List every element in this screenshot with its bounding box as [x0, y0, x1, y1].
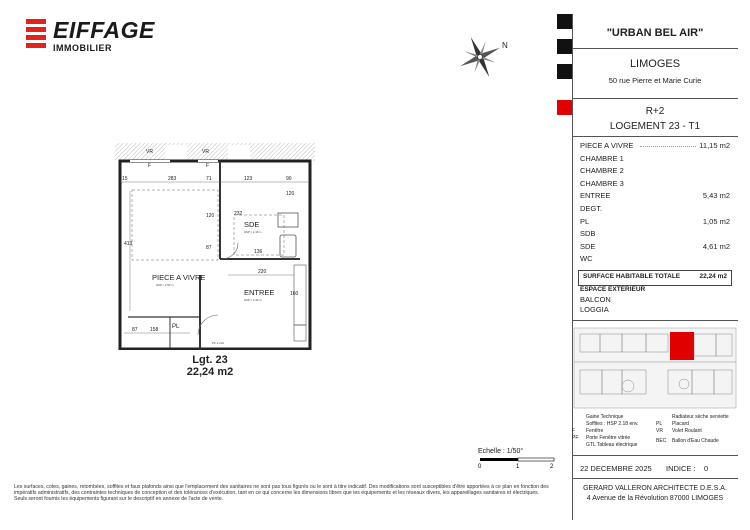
compass-rose-icon — [456, 30, 512, 82]
brand-name: EIFFAGE — [53, 17, 155, 43]
index-value: 0 — [704, 464, 709, 473]
legend-soffites: Soffites : HSP 2.18 env. — [586, 421, 639, 427]
legend-fenetre: Fenêtre — [586, 428, 604, 434]
room-row — [580, 241, 730, 254]
legend-porte-fenetre: Porte Fenêtre vitrée — [586, 435, 631, 441]
room-row — [580, 165, 730, 178]
disclaimer-line: Les surfaces, cotes, gaines, retombées, soffites et faux plafonds ainsi que l'emplacement des sanitaires ne sont pas tous figurés ou le sont à titre indicatif. Des modifications sont susceptibles d'être apportées à ce plan en fonction des — [14, 484, 549, 490]
lot-title: LOGEMENT 23 - T1 — [609, 121, 701, 132]
room-row — [580, 190, 730, 203]
label-sde: SDE — [244, 220, 260, 229]
room-row — [580, 140, 730, 153]
room-area: 4,61 m2 — [702, 241, 730, 251]
legend-gtl: GTL Tableau électrique — [586, 442, 638, 448]
dim-136: 136 — [254, 249, 263, 255]
vr-label-2: VR — [202, 149, 209, 155]
dim-90: 90 — [286, 176, 292, 182]
label-sde-hsp: HSP = 2,18 m — [244, 230, 262, 234]
dim-220: 220 — [258, 269, 267, 275]
room-row — [580, 178, 730, 191]
legend-radiateur: Radiateur sèche serviette — [672, 414, 729, 420]
scale-tick-1: 1 — [516, 464, 520, 470]
disclaimer-line: Seuls seront fournis les équipements figurant sur le descriptif en annexe de l'acte de vente. — [14, 496, 224, 503]
legend-ballon: Ballon d'Eau Chaude — [672, 438, 719, 444]
legend-f-code: F — [572, 428, 576, 434]
room-row — [580, 203, 730, 216]
exterior-title: ESPACE EXTERIEUR — [580, 286, 646, 293]
label-pl: PL — [172, 324, 180, 330]
highlighted-lot — [670, 332, 694, 360]
room-name: SDB — [580, 229, 596, 239]
legend-vr-code: VR — [656, 428, 663, 434]
room-row — [580, 216, 730, 229]
label-piece-a-vivre: PIECE A VIVRE — [152, 273, 206, 282]
room-row — [580, 228, 730, 241]
eiffage-logo-icon — [22, 16, 52, 56]
dim-120: 120 — [206, 213, 215, 219]
scale-tick-2: 2 — [550, 464, 554, 470]
dim-120b: 120 — [286, 191, 295, 197]
label-entree-hsp: HSP = 2,40 m — [244, 298, 262, 302]
brand-subtitle: IMMOBILIER — [53, 43, 112, 53]
dim-15: 15 — [122, 176, 128, 182]
vr-label-1: VR — [146, 149, 153, 155]
floor-level: R+2 — [645, 106, 665, 117]
total-label: SURFACE HABITABLE TOTALE — [583, 273, 681, 280]
project-name: "URBAN BEL AIR" — [606, 27, 704, 39]
f-label-1: F — [148, 163, 152, 169]
total-value: 22,24 m2 — [699, 273, 727, 280]
lot-area: 22,24 m2 — [186, 366, 234, 378]
room-area: 1,05 m2 — [702, 216, 730, 226]
corner-mark — [557, 64, 572, 79]
lot-label: Lgt. 23 — [192, 354, 228, 366]
dim-87b: 87 — [132, 327, 138, 333]
dim-158: 158 — [150, 327, 159, 333]
divider — [572, 136, 738, 137]
floor-plan — [110, 135, 320, 350]
legend-pf-code: PF — [572, 435, 579, 441]
corner-mark-red — [557, 100, 572, 115]
label-entree: ENTREE — [244, 288, 275, 297]
plan-date: 22 DECEMBRE 2025 — [580, 464, 652, 473]
architect-block — [572, 484, 738, 504]
disclaimer — [14, 484, 564, 503]
architect-address: 4 Avenue de la Révolution 87000 LIMOGES — [586, 495, 724, 502]
legend-gaine: Gaine Technique — [586, 414, 624, 420]
scale-bar — [478, 456, 558, 476]
room-name: CHAMBRE 1 — [580, 153, 624, 163]
room-area: 11,15 m2 — [699, 141, 730, 150]
room-name: ENTREE — [580, 191, 611, 201]
scale-tick-0: 0 — [478, 464, 482, 470]
architect-name: GERARD VALLERON ARCHITECTE D.E.S.A. — [583, 485, 727, 492]
divider — [572, 478, 738, 479]
corner-mark — [557, 14, 572, 29]
room-row — [580, 253, 730, 266]
date-index-row — [572, 462, 738, 476]
exterior-loggia: LOGGIA — [580, 305, 609, 314]
project-address: 50 rue Pierre et Marie Curie — [608, 76, 702, 85]
legend-placard: Placard — [672, 421, 689, 427]
divider — [572, 455, 738, 456]
room-row — [580, 153, 730, 166]
dim-232: 232 — [234, 211, 243, 217]
exterior-balcon: BALCON — [580, 295, 611, 304]
divider — [572, 98, 738, 99]
f-label-2: F — [206, 163, 210, 169]
room-name: CHAMBRE 3 — [580, 178, 624, 188]
scale-label: Echelle : 1/50° — [478, 448, 524, 455]
room-name: SDE — [580, 241, 596, 251]
divider — [572, 320, 738, 321]
room-name: PL — [580, 216, 590, 226]
legend-bec-code: BEC — [656, 438, 667, 444]
room-name: CHAMBRE 2 — [580, 166, 624, 176]
dim-413: 413 — [124, 241, 133, 247]
dim-283: 283 — [168, 176, 177, 182]
dim-123: 123 — [244, 176, 253, 182]
corner-mark — [557, 39, 572, 54]
dim-87: 87 — [206, 245, 212, 251]
divider — [572, 48, 738, 49]
room-name: PIECE A VIVRE — [580, 141, 634, 150]
lot-summary — [170, 354, 250, 378]
disclaimer-line: impératifs administratifs, des contraintes techniques de conception et des tolérances d'exécution, tant en ce qui concerne les dimensions libres que les équipements et les réseaux divers, les appareillages sanitaires et électriques. — [14, 490, 540, 497]
label-piece-a-vivre-hsp: HSP = 2,50 m — [156, 283, 174, 287]
total-area-box — [578, 270, 732, 286]
dim-71: 71 — [206, 176, 212, 182]
room-name: WC — [580, 254, 593, 264]
project-city: LIMOGES — [629, 58, 681, 70]
room-list — [580, 140, 730, 266]
compass-north-label: N — [502, 41, 508, 50]
label-pf: PF 1.2x0 — [212, 341, 225, 345]
room-name: DEGT. — [580, 203, 603, 213]
room-area: 5,43 m2 — [702, 191, 730, 201]
index-label: INDICE : — [666, 464, 696, 473]
building-key-plan — [572, 326, 738, 410]
dim-160: 160 — [290, 291, 299, 297]
legend-pl-code: PL — [656, 421, 663, 427]
legend-volet: Volet Roulant — [672, 428, 702, 434]
